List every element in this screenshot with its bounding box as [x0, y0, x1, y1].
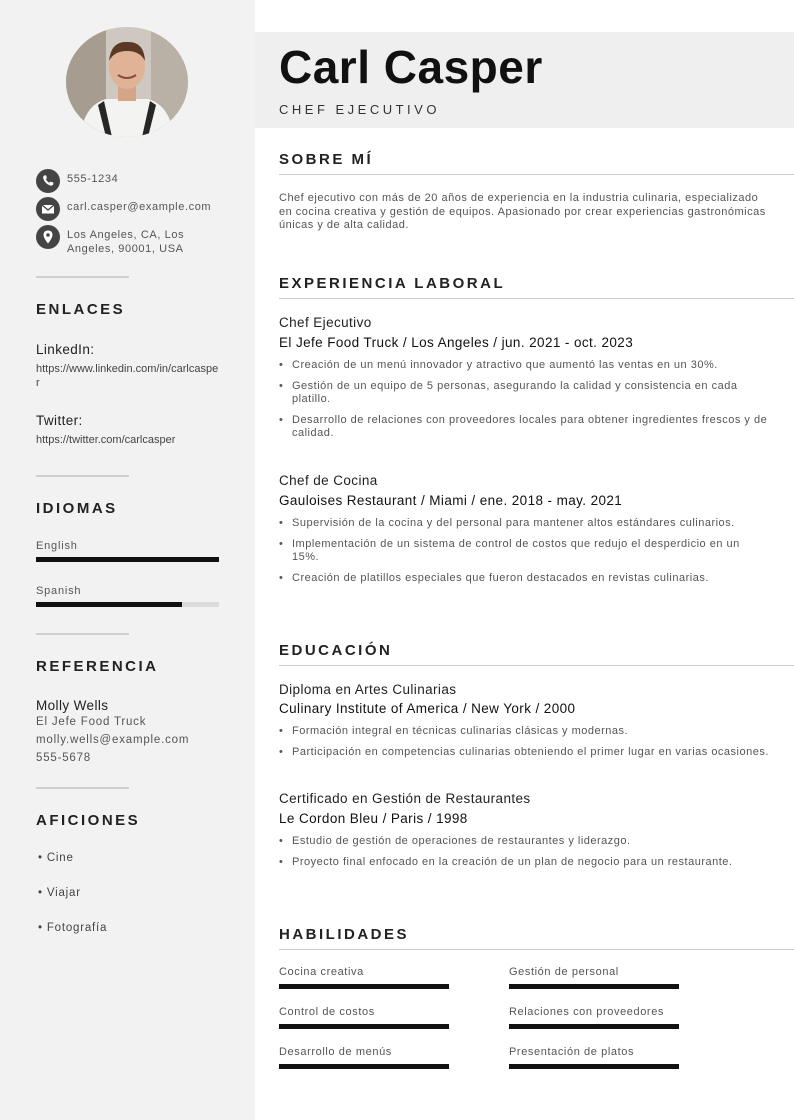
education-bullets: [279, 725, 769, 766]
candidate-title: CHEF EJECUTIVO: [279, 102, 440, 117]
links-heading: ENLACES: [36, 301, 126, 318]
twitter-link[interactable]: https://twitter.com/carlcasper: [36, 434, 176, 446]
hobby-item: • Fotografía: [38, 922, 108, 934]
email-icon: [36, 197, 60, 221]
list-item: • Implementación de un sistema de control de costos que redujo el desperdicio en un 15%.: [279, 538, 769, 565]
chef-portrait-photo: [66, 27, 188, 137]
reference-phone: 555-5678: [36, 752, 91, 764]
phone-icon: [36, 169, 60, 193]
education-degree: Certificado en Gestión de Restaurantes: [279, 791, 531, 806]
list-item: • Proyecto final enfocado en la creación de un plan de negocio para un restaurante.: [279, 856, 769, 870]
linkedin-link[interactable]: https://www.linkedin.com/in/carlcasper: [36, 363, 219, 389]
hobby-label: Cine: [46, 852, 74, 864]
language-level-fill: [36, 557, 219, 562]
skill-label: Presentación de platos: [509, 1046, 635, 1058]
hobby-label: Viajar: [46, 887, 81, 899]
sidebar-divider: [36, 276, 129, 278]
list-item: • Creación de platillos especiales que fueron destacados en revistas culinarias.: [279, 572, 769, 586]
language-level-fill: [36, 602, 182, 607]
skill-item: [509, 1006, 679, 1029]
skill-item: [509, 966, 679, 989]
list-item: • Estudio de gestión de operaciones de restaurantes y liderazgo.: [279, 835, 769, 849]
reference-name: Molly Wells: [36, 698, 109, 713]
reference-heading: REFERENCIA: [36, 658, 159, 675]
skills-heading: HABILIDADES: [279, 926, 410, 943]
skill-level-bar: [279, 984, 449, 989]
skill-label: Relaciones con proveedores: [509, 1006, 665, 1018]
section-divider: [279, 174, 794, 175]
reference-company: El Jefe Food Truck: [36, 716, 147, 728]
address-text: Los Angeles, CA, Los Angeles, 90001, USA: [67, 229, 185, 255]
avatar: [66, 27, 188, 137]
education-degree: Diploma en Artes Culinarias: [279, 682, 457, 697]
section-divider: [279, 949, 794, 950]
section-divider: [279, 298, 794, 299]
section-divider: [279, 665, 794, 666]
list-item: • Participación en competencias culinarias obteniendo el primer lugar en varias ocasiones.: [279, 746, 769, 760]
sidebar-divider: [36, 633, 129, 635]
sidebar-divider: [36, 475, 129, 477]
hobby-label: Fotografía: [46, 922, 108, 934]
experience-heading: EXPERIENCIA LABORAL: [279, 275, 506, 292]
list-item: • Desarrollo de relaciones con proveedores locales para obtener ingredientes frescos y de calidad.: [279, 414, 769, 441]
sidebar-divider: [36, 787, 129, 789]
skill-label: Cocina creativa: [279, 966, 364, 978]
job-role: Chef de Cocina: [279, 473, 378, 488]
job-meta: Gauloises Restaurant / Miami / ene. 2018 - may. 2021: [279, 493, 623, 508]
skill-level-bar: [279, 1064, 449, 1069]
list-item: • Gestión de un equipo de 5 personas, asegurando la calidad y consistencia en cada platillo.: [279, 380, 769, 407]
language-level-bar: [36, 557, 219, 562]
skill-item: [509, 1046, 679, 1069]
list-item: • Creación de un menú innovador y atractivo que aumentó las ventas en un 30%.: [279, 359, 769, 373]
location-icon: [36, 225, 60, 249]
education-bullets: [279, 835, 769, 876]
job-meta: El Jefe Food Truck / Los Angeles / jun. 2021 - oct. 2023: [279, 335, 634, 350]
list-item: • Supervisión de la cocina y del personal para mantener altos estándares culinarios.: [279, 517, 769, 531]
skill-level-bar: [509, 1024, 679, 1029]
reference-email: molly.wells@example.com: [36, 734, 190, 746]
languages-heading: IDIOMAS: [36, 500, 118, 517]
hobby-item: • Cine: [38, 852, 74, 864]
email-text: carl.casper@example.com: [67, 201, 212, 213]
about-text: Chef ejecutivo con más de 20 años de experiencia en la industria culinaria, especializado en cocina creativa y gestión de equipos. Apasionado por crear experiencias gastronómicas únicas y de alta calidad.: [279, 192, 766, 231]
job-bullets: [279, 359, 769, 448]
education-meta: Culinary Institute of America / New York / 2000: [279, 701, 576, 716]
phone-text: 555-1234: [67, 173, 119, 185]
list-item: • Formación integral en técnicas culinarias clásicas y modernas.: [279, 725, 769, 739]
language-name: Spanish: [36, 585, 82, 597]
skill-label: Control de costos: [279, 1006, 375, 1018]
skill-item: [279, 966, 449, 989]
education-meta: Le Cordon Bleu / Paris / 1998: [279, 811, 468, 826]
language-level-bar: [36, 602, 219, 607]
linkedin-label: LinkedIn:: [36, 342, 95, 357]
skill-level-bar: [509, 984, 679, 989]
candidate-name: Carl Casper: [279, 41, 543, 93]
skill-item: [279, 1006, 449, 1029]
education-heading: EDUCACIÓN: [279, 642, 393, 659]
hobbies-heading: AFICIONES: [36, 812, 141, 829]
skill-level-bar: [279, 1024, 449, 1029]
language-name: English: [36, 540, 78, 552]
about-heading: SOBRE MÍ: [279, 151, 374, 168]
hobby-item: • Viajar: [38, 887, 81, 899]
twitter-label: Twitter:: [36, 413, 83, 428]
skill-label: Gestión de personal: [509, 966, 619, 978]
skill-label: Desarrollo de menús: [279, 1046, 392, 1058]
skill-item: [279, 1046, 449, 1069]
job-bullets: [279, 517, 769, 592]
job-role: Chef Ejecutivo: [279, 315, 372, 330]
skill-level-bar: [509, 1064, 679, 1069]
